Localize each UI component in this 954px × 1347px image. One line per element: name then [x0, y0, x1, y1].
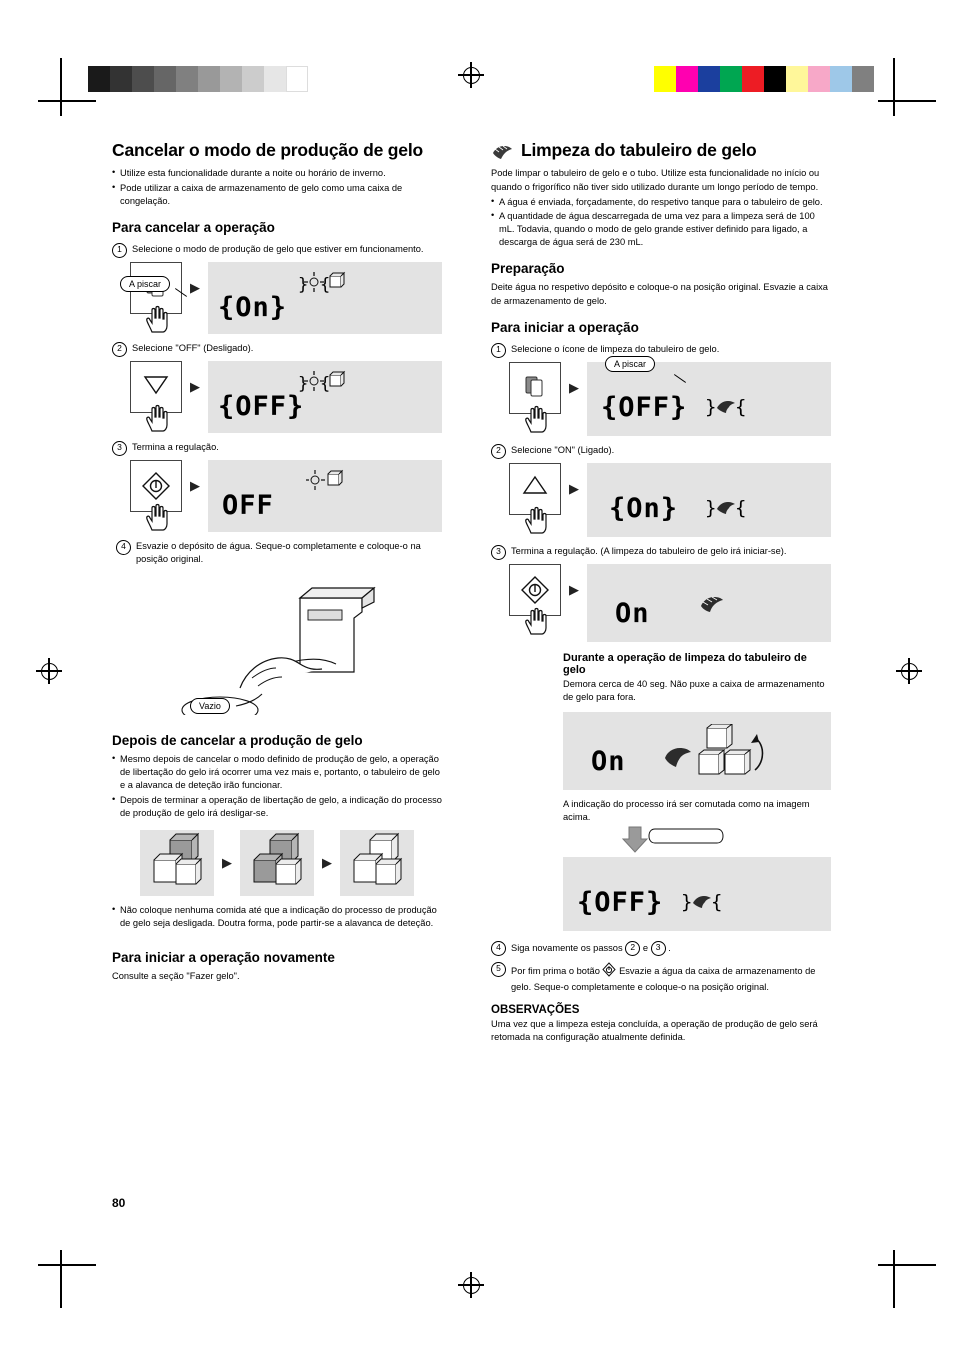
step-number: 4	[116, 540, 131, 555]
step-number: 4	[491, 941, 506, 956]
step-number: 2	[112, 342, 127, 357]
step-number: 5	[491, 962, 506, 977]
water-tank-illustration	[112, 570, 442, 715]
observacoes-text: Uma vez que a limpeza esteja concluída, a operação de produção de gelo será retomada na configuração atualmente definida.	[491, 1018, 818, 1042]
step-text: Selecione o ícone de limpeza do tabuleiro de gelo.	[511, 343, 720, 354]
during-operation-text: Demora cerca de 40 seg. Não puxe a caixa de armazenamento de gelo para fora.	[563, 678, 825, 703]
step-text: Selecione "ON" (Ligado).	[511, 444, 615, 455]
arrow-right-icon: ▶	[569, 581, 579, 597]
right-column	[491, 140, 831, 1044]
lcd-display-step3	[208, 460, 442, 532]
left-column	[112, 140, 442, 983]
crop-mark-bl-v	[60, 1250, 62, 1308]
arrow-right-icon: ▶	[190, 378, 200, 394]
lcd-display-r-step2	[587, 463, 831, 537]
lcd-value: OFF	[222, 489, 274, 521]
after-cancel-bullets	[112, 753, 442, 820]
svg-text:{: {	[735, 496, 747, 519]
registration-mark-right	[896, 658, 922, 684]
step-text: Esvazie o depósito de água. Seque-o completamente e coloque-o na posição original.	[136, 540, 421, 564]
lcd-display-step1	[129, 262, 442, 334]
panel-step-2	[130, 361, 442, 433]
list-item: • Mesmo depois de cancelar o modo definido de produção de gelo, a operação de libertação do gelo irá ocorrer uma vez mais e, portanto, o tabuleiro de gelo e a alavanca de deteção irão funcionar.	[112, 753, 442, 793]
step-row	[491, 941, 831, 956]
svg-text:{: {	[320, 373, 331, 394]
heading-cancel-operation: Para cancelar a operação	[112, 219, 275, 235]
lcd-display-done	[563, 857, 831, 931]
svg-text:}: }	[705, 395, 717, 418]
color-bar	[654, 66, 874, 92]
crop-mark-tl-h	[38, 100, 96, 102]
lcd-value: {OFF}	[577, 886, 664, 918]
ice-state-3	[340, 830, 414, 896]
lcd-value: {OFF}	[218, 390, 305, 422]
heading-during-operation: Durante a operação de limpeza do tabuleiro de gelo	[563, 651, 807, 676]
panel-r-step-2	[509, 463, 831, 537]
heading-restart: Para iniciar a operação novamente	[112, 950, 335, 966]
panel-step-1	[130, 262, 442, 334]
ice-state-1	[140, 830, 214, 896]
step-text: Termina a regulação.	[132, 441, 219, 452]
lcd-value: On	[591, 746, 626, 778]
step-number: 3	[112, 441, 127, 456]
page-number: 80	[112, 1196, 126, 1210]
step-row	[116, 540, 442, 566]
lcd-display-r-step1	[587, 358, 831, 436]
step4-mid: e	[642, 942, 648, 953]
step-row	[491, 343, 831, 358]
hand-pointer-icon	[521, 402, 555, 441]
hand-pointer-icon	[142, 401, 176, 440]
lcd-display-step2	[208, 361, 442, 433]
list-item: • Não coloque nenhuma comida até que a indicação do processo de produção de gelo seja desligada. Doutra forma, pode partir-se a alavanca de deteção.	[112, 904, 442, 930]
step-row	[491, 962, 831, 994]
lcd-value: {OFF}	[601, 391, 688, 423]
lcd-value: On	[615, 597, 650, 629]
callout-a-piscar: A piscar	[120, 276, 170, 292]
arrow-right-icon: ▶	[190, 279, 200, 295]
lcd-icons	[306, 468, 346, 497]
lcd-cleaning-icon	[681, 885, 725, 920]
left-title: Cancelar o modo de produção de gelo	[112, 140, 423, 160]
heading-observacoes: OBSERVAÇÕES	[491, 1003, 580, 1016]
step-text: Selecione "OFF" (Desligado).	[132, 342, 254, 353]
crop-mark-bl-h	[38, 1264, 96, 1266]
preparation-text: Deite água no respetivo depósito e coloque-o na posição original. Esvazie a caixa de armazenamento de gelo.	[491, 282, 828, 306]
step-text	[511, 962, 831, 994]
svg-text:{: {	[320, 274, 331, 295]
callout-a-piscar: A piscar	[605, 356, 655, 372]
ref-step-3: 3	[651, 941, 666, 956]
ice-tray-cleaning-icon	[491, 143, 513, 166]
during-operation-note: A indicação do processo irá ser comutada como na imagem acima.	[563, 799, 810, 823]
lcd-icons	[298, 270, 350, 301]
heading-preparation: Preparação	[491, 261, 565, 277]
arrow-right-icon: ▶	[190, 477, 200, 493]
crop-mark-tl-v	[60, 58, 62, 116]
step4-post: .	[668, 942, 671, 953]
arrow-right-icon: ▶	[569, 480, 579, 496]
svg-text:}: }	[705, 496, 717, 519]
list-item: • Pode utilizar a caixa de armazenamento de gelo como uma caixa de congelação.	[112, 182, 442, 208]
step-number: 2	[491, 444, 506, 459]
heading-start-operation: Para iniciar a operação	[491, 319, 639, 335]
panel-r-step-3	[509, 564, 831, 642]
lcd-display-running	[563, 712, 831, 790]
svg-text:}: }	[298, 274, 309, 295]
triangle-down-icon	[131, 372, 181, 401]
arrow-right-icon: ▶	[322, 854, 332, 870]
right-intro-bullets	[491, 196, 831, 250]
power-button-icon	[602, 962, 616, 981]
left-intro-bullets	[112, 167, 442, 208]
step5-pre: Por fim prima o botão	[511, 965, 600, 976]
hand-pointer-icon	[521, 503, 555, 542]
step-row	[491, 545, 831, 560]
during-operation-block	[563, 652, 831, 931]
right-title: Limpeza do tabuleiro de gelo	[521, 140, 757, 160]
list-item: • A quantidade de água descarregada de uma vez para a limpeza será de 100 mL. Todavia, quando o modo de gelo grande estiver definido para ligado, a descarga de água será de 230 mL.	[491, 210, 831, 250]
step-row	[112, 342, 442, 357]
svg-text:{: {	[735, 395, 747, 418]
triangle-up-icon	[510, 474, 560, 503]
step-number: 1	[112, 243, 127, 258]
step-text: Selecione o modo de produção de gelo que estiver em funcionamento.	[132, 243, 424, 254]
hand-pointer-icon	[521, 604, 555, 643]
step-row	[491, 444, 831, 459]
step-number: 1	[491, 343, 506, 358]
crop-mark-tr-h	[878, 100, 936, 102]
callout-tail	[674, 374, 686, 383]
lcd-cleaning-icon	[697, 590, 731, 621]
step-row	[112, 441, 442, 456]
svg-text:{: {	[711, 890, 723, 913]
panel-r-step-1	[509, 358, 831, 436]
registration-mark-top	[458, 62, 484, 88]
callout-vazio: Vazio	[190, 698, 230, 714]
lcd-display-r-step3	[587, 564, 831, 642]
panel-step-3	[130, 460, 442, 532]
step-text	[511, 941, 671, 956]
lcd-cleaning-icon	[705, 390, 749, 425]
heading-after-cancel: Depois de cancelar a produção de gelo	[112, 732, 363, 748]
ice-state-sequence	[112, 830, 442, 896]
step5-post: Esvazie a água da caixa de armazenamento de gelo. Seque-o completamente e coloque-o na posição original.	[511, 965, 816, 992]
step-text: Termina a regulação. (A limpeza do tabuleiro de gelo irá iniciar-se).	[511, 545, 787, 556]
lcd-cleaning-icon	[705, 491, 749, 526]
after-cancel-bullets-2	[112, 904, 442, 930]
crop-mark-br-v	[893, 1250, 895, 1308]
crop-mark-tr-v	[893, 58, 895, 116]
lcd-icons	[298, 369, 350, 400]
svg-text:}: }	[681, 890, 693, 913]
ice-state-2	[240, 830, 314, 896]
ice-maker-icon	[510, 373, 560, 404]
list-item: • A água é enviada, forçadamente, do respetivo tanque para o tabuleiro de gelo.	[491, 196, 831, 209]
hand-pointer-icon	[142, 500, 176, 539]
right-intro: Pode limpar o tabuleiro de gelo e o tubo. Utilize esta funcionalidade no início ou quando o frigorífico não tiver sido utilizado durante um longo período de tempo.	[491, 168, 820, 192]
registration-mark-left	[36, 658, 62, 684]
restart-text: Consulte a seção "Fazer gelo".	[112, 971, 240, 982]
lcd-value: {On}	[218, 291, 288, 323]
step-row	[112, 243, 442, 258]
grayscale-bar	[88, 66, 308, 92]
registration-mark-bottom	[458, 1272, 484, 1298]
svg-text:}: }	[298, 373, 309, 394]
list-item: • Depois de terminar a operação de libertação de gelo, a indicação do processo de produção de gelo irá desligar-se.	[112, 794, 442, 820]
hand-pointer-icon	[142, 302, 176, 341]
step-number: 3	[491, 545, 506, 560]
arrow-right-icon: ▶	[569, 379, 579, 395]
step4-pre: Siga novamente os passos	[511, 942, 623, 953]
switch-indicator	[563, 825, 831, 855]
ref-step-2: 2	[625, 941, 640, 956]
lcd-ice-cycle-icon	[663, 724, 773, 789]
lcd-value: {On}	[609, 492, 679, 524]
crop-mark-br-h	[878, 1264, 936, 1266]
arrow-right-icon: ▶	[222, 854, 232, 870]
list-item: • Utilize esta funcionalidade durante a noite ou horário de inverno.	[112, 167, 442, 180]
